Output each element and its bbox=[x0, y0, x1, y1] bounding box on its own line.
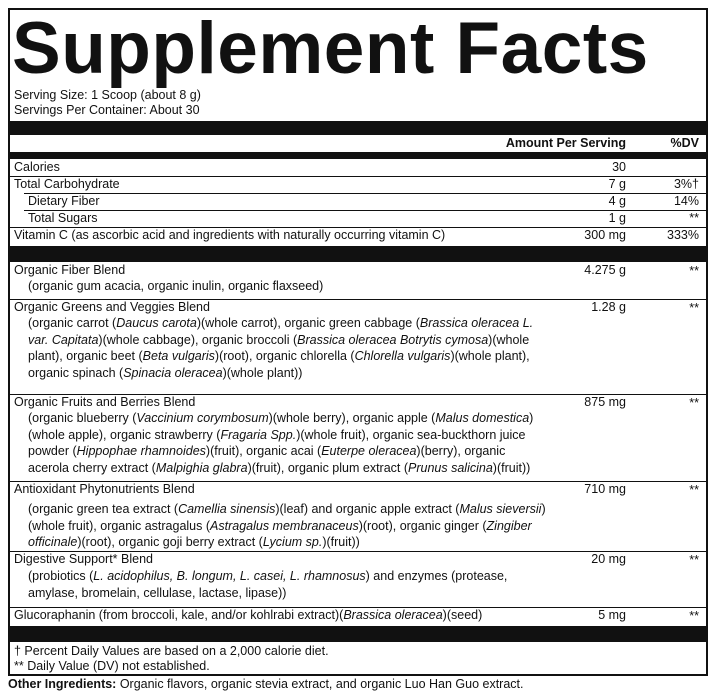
blend-description: (organic blueberry (Vaccinium corymbosum)(whole berry), organic apple (Malus domestica)(whole apple), organic strawberry (Fragaria Spp.)(whole fruit), organic sea-buckthorn juice powder (Hippophae rhamnoides)(fruit), organic acai (Euterpe oleracea)(berry), organic acerola cherry extract (Malpighia glabra)(fruit), organic plum extract (Prunus salicina)(fruit)) bbox=[28, 411, 534, 475]
thick-divider bbox=[10, 121, 706, 135]
nutrient-row bbox=[10, 159, 706, 176]
blend-amount: 875 mg bbox=[584, 395, 626, 409]
nutrient-row bbox=[10, 176, 706, 193]
blend-dv: ** bbox=[689, 264, 699, 278]
blend-dv: ** bbox=[689, 609, 699, 623]
blend-dv: ** bbox=[689, 301, 699, 315]
nutrient-name: Vitamin C (as ascorbic acid and ingredients with naturally occurring vitamin C) bbox=[14, 228, 446, 242]
blend-row bbox=[10, 262, 706, 298]
blend-amount: 5 mg bbox=[598, 608, 626, 622]
nutrient-row bbox=[10, 193, 706, 210]
blend-amount: 20 mg bbox=[591, 552, 626, 566]
blend-dv: ** bbox=[689, 483, 699, 497]
nutrient-amount: 300 mg bbox=[584, 228, 626, 242]
blend-name: Organic Fruits and Berries Blend bbox=[14, 395, 196, 409]
nutrient-name: Total Sugars bbox=[28, 211, 98, 225]
panel-title: Supplement Facts bbox=[12, 8, 649, 89]
supplement-facts-panel bbox=[8, 8, 708, 676]
nutrient-dv: 14% bbox=[673, 194, 699, 208]
nutrient-row bbox=[10, 227, 706, 244]
nutrient-row bbox=[10, 210, 706, 227]
nutrient-amount: 30 bbox=[612, 160, 626, 174]
blend-description: (organic gum acacia, organic inulin, organic flaxseed) bbox=[28, 279, 324, 293]
amount-header: Amount Per Serving bbox=[505, 136, 626, 150]
blend-row bbox=[10, 394, 706, 480]
blend-description: (organic carrot (Daucus carota)(whole carrot), organic green cabbage (Brassica oleracea L. var. Capitata)(whole cabbage), organic broccoli (Brassica oleracea Botrytis cymosa)(whole plant), organic beet (Beta vulgaris)(root), organic chlorella (Chlorella vulgaris)(whole plant), organic spinach (Spinacia oleracea)(whole plant)) bbox=[28, 316, 534, 380]
blend-name: Glucoraphanin (from broccoli, kale, and/or kohlrabi extract)(Brassica oleracea)(seed) bbox=[14, 608, 483, 622]
blend-description: (probiotics (L. acidophilus, B. longum, L. casei, L. rhamnosus) and enzymes (protease, amylase, bromelain, cellulase, lactase, lipase)) bbox=[28, 569, 508, 600]
thick-divider bbox=[10, 246, 706, 262]
thick-divider bbox=[10, 626, 706, 642]
blend-amount: 1.28 g bbox=[591, 300, 626, 314]
blend-name: Digestive Support* Blend bbox=[14, 552, 153, 566]
blend-row bbox=[10, 481, 706, 551]
blend-row bbox=[10, 551, 706, 606]
blend-name: Organic Greens and Veggies Blend bbox=[14, 300, 210, 314]
nutrient-name: Calories bbox=[14, 160, 60, 174]
blend-name: Antioxidant Phytonutrients Blend bbox=[14, 482, 195, 496]
blend-row bbox=[10, 607, 706, 624]
nutrient-amount: 1 g bbox=[608, 211, 626, 225]
blend-description: (organic green tea extract (Camellia sinensis)(leaf) and organic apple extract (Malus sieversii)(whole fruit), organic astragalus (Astragalus membranaceus)(root), organic ginger (Zingiber officinale)(root), organic goji berry extract (Lycium sp.)(fruit)) bbox=[28, 502, 546, 549]
nutrient-dv: 333% bbox=[667, 228, 699, 242]
nutrient-dv: 3%† bbox=[673, 177, 699, 191]
other-ingredients-text: Organic flavors, organic stevia extract, and organic Luo Han Guo extract. bbox=[116, 677, 524, 691]
blend-name: Organic Fiber Blend bbox=[14, 263, 126, 277]
blend-dv: ** bbox=[689, 396, 699, 410]
nutrient-name: Total Carbohydrate bbox=[14, 177, 120, 191]
other-ingredients-label: Other Ingredients: bbox=[8, 677, 117, 691]
footnote-dv: † Percent Daily Values are based on a 2,000 calorie diet. bbox=[14, 644, 329, 658]
nutrient-name: Dietary Fiber bbox=[28, 194, 100, 208]
serving-size: Serving Size: 1 Scoop (about 8 g) bbox=[14, 88, 201, 102]
blend-amount: 4.275 g bbox=[584, 263, 626, 277]
dv-header: %DV bbox=[670, 136, 699, 150]
footnote-not-established: ** Daily Value (DV) not established. bbox=[14, 659, 210, 673]
nutrient-amount: 7 g bbox=[608, 177, 626, 191]
nutrient-amount: 4 g bbox=[608, 194, 626, 208]
nutrient-dv: ** bbox=[689, 211, 699, 225]
blend-row bbox=[10, 299, 706, 394]
other-ingredients bbox=[8, 677, 524, 692]
blend-amount: 710 mg bbox=[584, 482, 626, 496]
header-divider bbox=[10, 152, 706, 159]
blend-dv: ** bbox=[689, 553, 699, 567]
servings-per-container: Servings Per Container: About 30 bbox=[14, 103, 200, 117]
